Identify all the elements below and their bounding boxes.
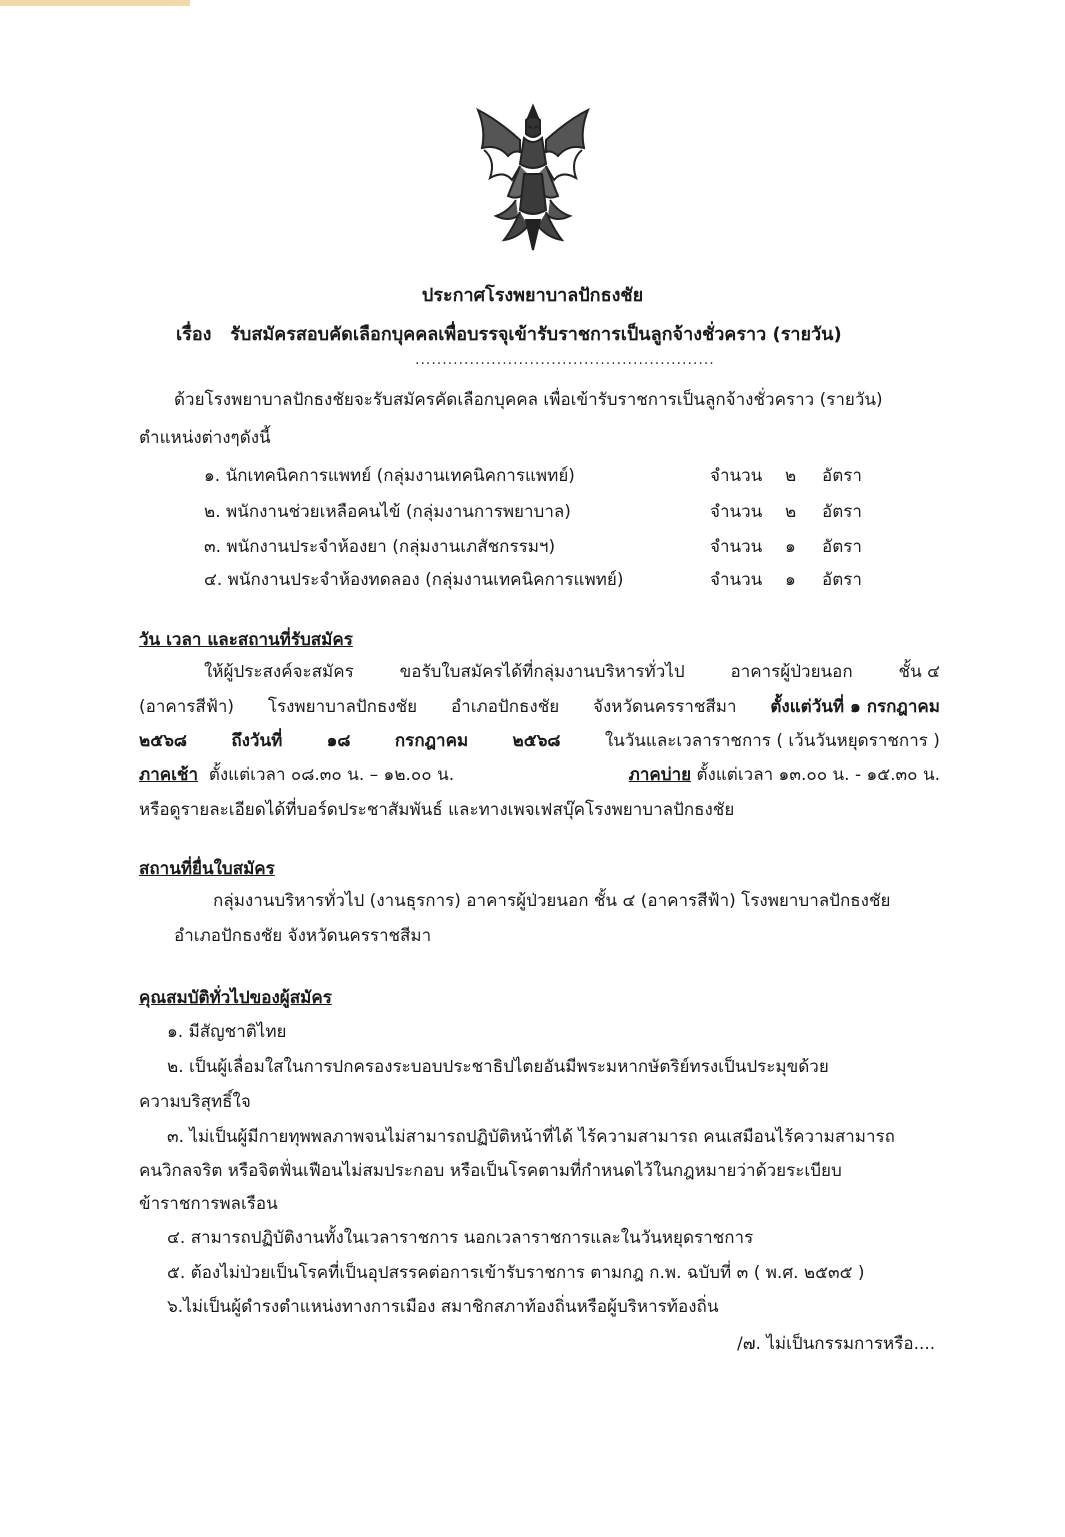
position-count-label: จำนวน — [710, 502, 763, 522]
morning-label: ภาคเช้า — [139, 765, 199, 785]
announcement-title: ประกาศโรงพยาบาลปักธงชัย — [421, 285, 644, 306]
page-edge-mark — [0, 0, 190, 6]
intro-line-1: ด้วยโรงพยาบาลปักธงชัยจะรับสมัครคัดเลือกบุคคล เพื่อเข้ารับราชการเป็นลูกจ้างชั่วคราว (รายวัน) — [174, 390, 883, 410]
position-count-label: จำนวน — [710, 570, 763, 590]
schedule-date: ๒๕๖๘ — [139, 731, 187, 751]
location-line-2: อำเภอปักธงชัย จังหวัดนครราชสีมา — [174, 926, 432, 946]
qualification-4: ๔. สามารถปฏิบัติงานทั้งในเวลาราชการ นอกเวลาราชการและในวันหยุดราชการ — [167, 1228, 754, 1248]
position-name: ๑. นักเทคนิคการแพทย์ (กลุ่มงานเทคนิคการแพทย์) — [204, 466, 575, 486]
garuda-emblem-icon — [468, 100, 598, 255]
afternoon-label: ภาคบ่าย — [628, 765, 692, 785]
schedule-line-1 — [204, 661, 940, 683]
announcement-subject — [176, 324, 842, 346]
qualification-3-cont: ข้าราชการพลเรือน — [139, 1194, 278, 1214]
position-unit: อัตรา — [822, 537, 862, 557]
schedule-date: ๑๘ — [326, 731, 351, 751]
subject-label: เรื่อง — [176, 324, 212, 345]
schedule-line-3 — [139, 730, 940, 752]
qualification-3-cont: คนวิกลจริต หรือจิตฟั่นเฟือนไม่สมประกอบ หรือเป็นโรคตามที่กำหนดไว้ในกฎหมายว่าด้วยระเบียบ — [139, 1161, 842, 1181]
position-name: ๔. พนักงานประจำห้องทดลอง (กลุ่มงานเทคนิคการแพทย์) — [204, 570, 624, 590]
section-heading-qualifications: คุณสมบัติทั่วไปของผู้สมัคร — [139, 988, 332, 1008]
schedule-text: ให้ผู้ประสงค์จะสมัคร — [204, 662, 354, 682]
position-unit: อัตรา — [822, 570, 862, 590]
subject-text: รับสมัครสอบคัดเลือกบุคคลเพื่อบรรจุเข้ารับราชการเป็นลูกจ้างชั่วคราว (รายวัน) — [230, 324, 842, 345]
position-unit: อัตรา — [822, 466, 862, 486]
schedule-text: ขอรับใบสมัครได้ที่กลุ่มงานบริหารทั่วไป — [399, 662, 685, 682]
schedule-text: อาคารผู้ป่วยนอก — [730, 662, 853, 682]
schedule-office-hours: ในวันและเวลาราชการ ( เว้นวันหยุดราชการ ) — [604, 731, 940, 751]
position-count: ๑ — [785, 537, 796, 557]
qualification-2-cont: ความบริสุทธิ์ใจ — [139, 1092, 251, 1112]
position-unit: อัตรา — [822, 502, 862, 522]
position-name: ๓. พนักงานประจำห้องยา (กลุ่มงานเภสัชกรรมฯ) — [204, 537, 556, 557]
qualification-1: ๑. มีสัญชาติไทย — [167, 1022, 287, 1042]
qualification-6: ๖.ไม่เป็นผู้ดำรงตำแหน่งทางการเมือง สมาชิกสภาท้องถิ่นหรือผู้บริหารท้องถิ่น — [167, 1297, 719, 1317]
schedule-text: จังหวัดนครราชสีมา — [593, 697, 737, 717]
schedule-line-4 — [139, 764, 940, 786]
schedule-date: ๒๕๖๘ — [512, 731, 561, 751]
position-count-label: จำนวน — [710, 466, 763, 486]
position-count-label: จำนวน — [710, 537, 763, 557]
afternoon-time: ตั้งแต่เวลา ๑๓.๐๐ น. - ๑๕.๓๐ น. — [696, 765, 940, 785]
schedule-text: (อาคารสีฟ้า) — [139, 697, 235, 717]
location-line-1: กลุ่มงานบริหารทั่วไป (งานธุรการ) อาคารผู้ป่วยนอก ชั้น ๔ (อาคารสีฟ้า) โรงพยาบาลปักธงชัย — [213, 891, 891, 911]
schedule-text: อำเภอปักธงชัย — [450, 697, 560, 717]
position-count: ๑ — [785, 570, 796, 590]
section-heading-location: สถานที่ยื่นใบสมัคร — [139, 859, 275, 879]
title-separator: ....................................................... — [415, 352, 715, 368]
qualification-2: ๒. เป็นผู้เลื่อมใสในการปกครองระบอบประชาธิปไตยอันมีพระมหากษัตริย์ทรงเป็นประมุขด้วย — [167, 1057, 829, 1077]
position-name: ๒. พนักงานช่วยเหลือคนไข้ (กลุ่มงานการพยาบาล) — [204, 502, 571, 522]
schedule-text: ชั้น ๔ — [898, 662, 940, 682]
position-count: ๒ — [785, 502, 797, 522]
section-heading-schedule: วัน เวลา และสถานที่รับสมัคร — [139, 630, 353, 650]
qualification-5: ๕. ต้องไม่ป่วยเป็นโรคที่เป็นอุปสรรคต่อการเข้ารับราชการ ตามกฎ ก.พ. ฉบับที่ ๓ ( พ.ศ. ๒๕๓๕ ) — [167, 1263, 865, 1283]
qualification-3: ๓. ไม่เป็นผู้มีกายทุพพลภาพจนไม่สามารถปฏิบัติหน้าที่ได้ ไร้ความสามารถ คนเสมือนไร้ความสามารถ — [167, 1127, 895, 1147]
schedule-text: โรงพยาบาลปักธงชัย — [267, 697, 418, 717]
schedule-date: กรกฎาคม — [394, 731, 469, 751]
schedule-line-5: หรือดูรายละเอียดได้ที่บอร์ดประชาสัมพันธ์ และทางเพจเฟสบุ๊คโรงพยาบาลปักธงชัย — [139, 800, 735, 820]
morning-time: ตั้งแต่เวลา ๐๘.๓๐ น. – ๑๒.๐๐ น. — [208, 765, 455, 785]
schedule-start-date: ตั้งแต่วันที่ ๑ กรกฎาคม — [770, 697, 940, 717]
schedule-line-2 — [139, 696, 940, 718]
schedule-date: ถึงวันที่ — [231, 731, 283, 751]
intro-line-2: ตำแหน่งต่างๆดังนี้ — [139, 428, 271, 448]
position-count: ๒ — [785, 466, 797, 486]
page-continuation: /๗. ไม่เป็นกรรมการหรือ.... — [737, 1334, 936, 1354]
